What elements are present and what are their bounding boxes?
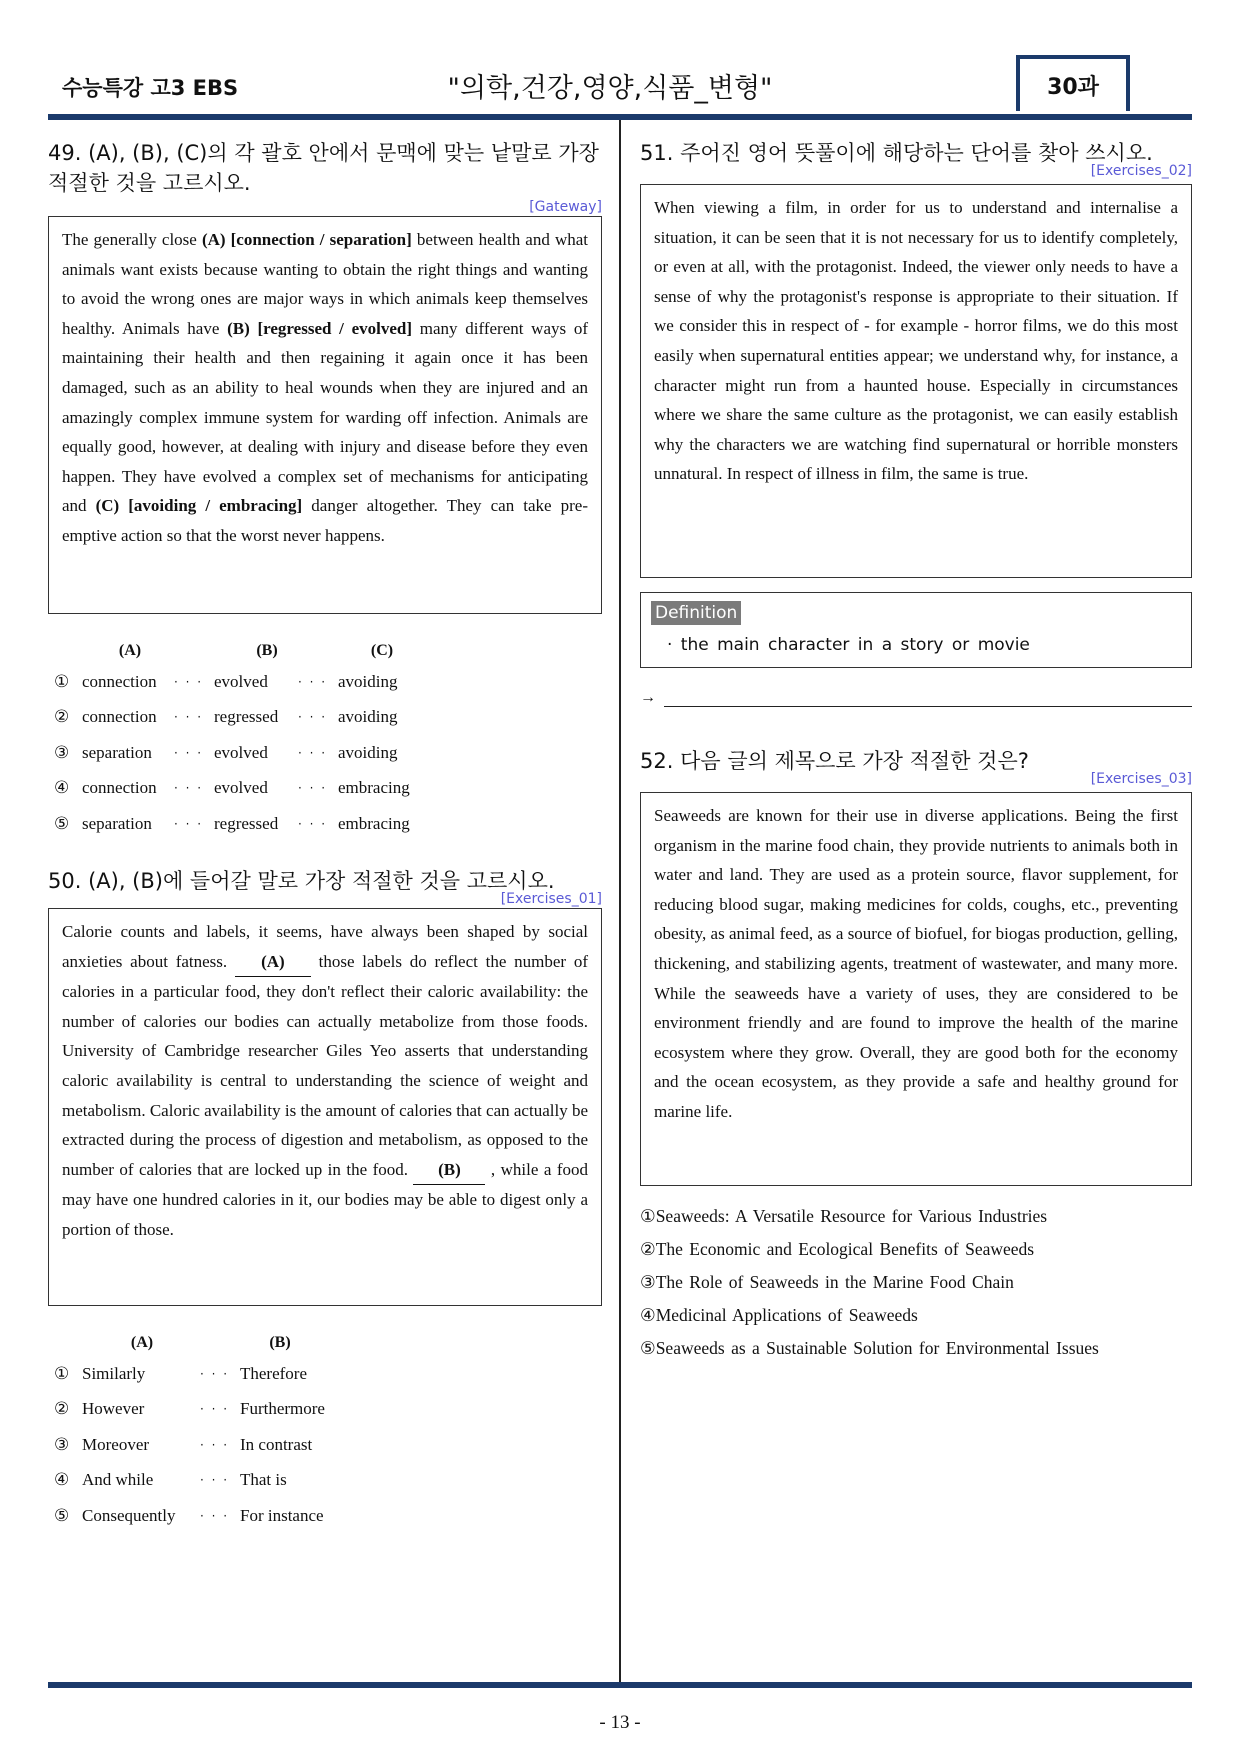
question-50 xyxy=(48,866,602,1534)
q49-choice-2[interactable] xyxy=(54,700,602,736)
choice-b: For instance xyxy=(240,1505,324,1525)
choice-number: ① xyxy=(54,1363,70,1384)
footer-rule xyxy=(48,1682,1192,1688)
choice-c: avoiding xyxy=(338,707,398,727)
q49-choice-1[interactable] xyxy=(54,664,602,700)
choice-a: Similarly xyxy=(82,1363,146,1383)
q49-title: 49. (A), (B), (C)의 각 괄호 안에서 문맥에 맞는 낱말로 가장 xyxy=(48,141,599,165)
q49-title-line2: 적절한 것을 고르시오. xyxy=(48,171,251,195)
ellipsis-separator: · · · xyxy=(298,816,328,831)
ellipsis-separator: · · · xyxy=(174,781,204,796)
q49-passage: The generally close (A) [connection / separation] between health and what animals want exists because wanting to obtain the right things and wanting to avoid the wrong ones are major ways in which animals keep themselves healthy. Animals have (B) [regressed / evolved] many different ways of maintaining their health and then regaining it again once it has been damaged, such as an ability to heal wounds when they are injured and an amazingly complex immune system for warding off infection. Animals are equally good, however, at dealing with injury and disease before they even happen. They have evolved a complex set of mechanisms for anticipating and (C) [avoiding / embracing] danger altogether. They can take pre-emptive action so that the worst never happens. xyxy=(48,216,602,614)
q50-choice-4[interactable] xyxy=(54,1463,602,1499)
choice-b: evolved xyxy=(214,742,268,762)
q50-title: 50. (A), (B)에 들어갈 말로 가장 적절한 것을 고르시오. xyxy=(48,869,555,893)
choice-b: In contrast xyxy=(240,1434,313,1454)
ellipsis-separator: · · · xyxy=(200,1508,230,1523)
definition-label: Definition xyxy=(651,601,741,625)
choice-b: evolved xyxy=(214,778,268,798)
answer-line[interactable] xyxy=(640,688,1192,707)
q49-choice-5[interactable] xyxy=(54,806,602,842)
ellipsis-separator: · · · xyxy=(298,674,328,689)
header-subject: 수능특강 고3 EBS xyxy=(62,76,239,100)
q51-tag: [Exercises_02] xyxy=(1090,163,1192,179)
q49-bracket-b: (B) [regressed / evolved] xyxy=(227,318,413,338)
choice-number: ④ xyxy=(54,778,70,799)
choice-b: evolved xyxy=(214,671,268,691)
question-51 xyxy=(640,138,1192,707)
choice-a: connection xyxy=(82,707,157,727)
choice-number: ④ xyxy=(54,1470,70,1491)
q50-blank-b[interactable]: (B) xyxy=(413,1155,485,1186)
choice-c: avoiding xyxy=(338,742,398,762)
right-column xyxy=(640,138,1192,1358)
ellipsis-separator: · · · xyxy=(200,1473,230,1488)
ellipsis-separator: · · · xyxy=(298,710,328,725)
q49-bracket-a: (A) [connection / separation] xyxy=(201,230,412,249)
ellipsis-separator: · · · xyxy=(174,710,204,725)
q52-choice-1[interactable]: ①Seaweeds: A Versatile Resource for Various Industries xyxy=(640,1206,1048,1226)
q51-title: 51. 주어진 영어 뜻풀이에 해당하는 단어를 찾아 쓰시오. xyxy=(640,141,1153,165)
choice-b: Therefore xyxy=(240,1363,308,1383)
ellipsis-separator: · · · xyxy=(174,816,204,831)
ellipsis-separator: · · · xyxy=(200,1402,230,1417)
q50-choice-header: (A) (B) xyxy=(130,1334,291,1351)
q50-blank-a[interactable]: (A) xyxy=(235,947,311,978)
choice-a: However xyxy=(82,1399,145,1419)
lesson-badge: 30과 xyxy=(1016,55,1130,111)
q50-choice-5[interactable] xyxy=(54,1498,602,1534)
q49-choice-header: (A) (B) (C) xyxy=(118,642,394,659)
q49-choice-4[interactable] xyxy=(54,771,602,807)
choice-c: embracing xyxy=(338,813,410,833)
q52-choice-5[interactable]: ⑤Seaweeds as a Sustainable Solution for Environmental Issues xyxy=(640,1338,1099,1358)
arrow-icon: → xyxy=(640,689,656,706)
ellipsis-separator: · · · xyxy=(174,674,204,689)
ellipsis-separator: · · · xyxy=(200,1366,230,1381)
left-column xyxy=(48,138,602,1526)
column-divider xyxy=(619,120,621,1682)
q52-choices xyxy=(640,1200,1192,1365)
answer-blank[interactable] xyxy=(664,688,1192,707)
q52-tag: [Exercises_03] xyxy=(1090,771,1192,787)
ellipsis-separator: · · · xyxy=(200,1437,230,1452)
ellipsis-separator: · · · xyxy=(174,745,204,760)
q50-passage: Calorie counts and labels, it seems, have always been shaped by social anxieties about fatness. (A) those labels do reflect the number of calories in a particular food, they don't reflect their caloric availability: the number of calories our bodies can actually metabolize from those foods. University of Cambridge researcher Giles Yeo asserts that understanding caloric availability is central to understanding the science of weight and metabolism. Caloric availability is the amount of calories that can actually be extracted during the process of digestion and metabolism, as opposed to the number of calories that are locked up in the food. (B) , while a food may have one hundred calories in it, our bodies may be able to digest only a portion of those. xyxy=(48,908,602,1306)
q49-tag: [Gateway] xyxy=(529,199,602,215)
question-49 xyxy=(48,138,602,842)
q49-choices xyxy=(54,638,602,842)
choice-b: That is xyxy=(240,1470,287,1490)
q51-passage: When viewing a film, in order for us to understand and internalise a situation, it can be seen that it is not necessary for us to identify completely, or even at all, with the protagonist. Indeed, the viewer only needs to have a sense of why the protagonist's response is appropriate to their situation. If we consider this in respect of - for example - horror films, we do this most easily when supernatural entities appear; we understand why, for instance, a character might run from a haunted house. Especially in circumstances where we share the same culture as the protagonist, we can easily establish why the characters we are watching find supernatural or horrible monsters unnatural. In respect of illness in film, the same is true. xyxy=(640,184,1192,578)
choice-b: regressed xyxy=(214,707,279,727)
q50-choices xyxy=(54,1330,602,1534)
q52-passage: Seaweeds are known for their use in diverse applications. Being the first organism in the marine food chain, they provide nutrients to animals both in water and land. They are used as a protein source, flavor supplement, for reducing blood sugar, making medicines for colds, coughs, etc., preventing obesity, as animal feed, as a source of biofuel, for biogas production, gelling, thickening, and stabilizing agents, treatment of wastewater, and many more. While the seaweeds have a variety of uses, they are considered to be environment friendly and are found to improve the health of the marine ecosystem where they grow. Overall, they are good both for the economy and the ocean ecosystem, as they provide a safe and healthy ground for marine life. xyxy=(640,792,1192,1186)
choice-a: connection xyxy=(82,671,157,691)
choice-number: ① xyxy=(54,671,70,692)
q52-choice-2[interactable]: ②The Economic and Ecological Benefits of Seaweeds xyxy=(640,1239,1035,1259)
question-52 xyxy=(640,746,1192,1365)
choice-number: ⑤ xyxy=(54,1505,70,1526)
choice-c: embracing xyxy=(338,778,410,798)
choice-a: Consequently xyxy=(82,1505,176,1525)
choice-b: regressed xyxy=(214,813,279,833)
q50-tag: [Exercises_01] xyxy=(500,891,602,907)
choice-a: Moreover xyxy=(82,1434,150,1454)
q50-choice-3[interactable] xyxy=(54,1427,602,1463)
choice-c: avoiding xyxy=(338,671,398,691)
choice-b: Furthermore xyxy=(240,1399,325,1419)
q52-title: 52. 다음 글의 제목으로 가장 적절한 것은? xyxy=(640,749,1029,773)
choice-number: ③ xyxy=(54,742,70,763)
choice-a: separation xyxy=(82,813,152,833)
q50-choice-2[interactable] xyxy=(54,1392,602,1428)
choice-a: separation xyxy=(82,742,152,762)
q52-choice-3[interactable]: ③The Role of Seaweeds in the Marine Food Chain xyxy=(640,1272,1014,1292)
q52-choice-4[interactable]: ④Medicinal Applications of Seaweeds xyxy=(640,1305,918,1325)
choice-number: ② xyxy=(54,1399,70,1420)
definition-box xyxy=(640,592,1192,668)
page-number: - 13 - xyxy=(599,1712,641,1733)
q49-choice-3[interactable] xyxy=(54,735,602,771)
choice-number: ② xyxy=(54,707,70,728)
choice-number: ③ xyxy=(54,1434,70,1455)
choice-a: And while xyxy=(82,1470,154,1490)
q50-choice-1[interactable] xyxy=(54,1356,602,1392)
choice-a: connection xyxy=(82,778,157,798)
choice-number: ⑤ xyxy=(54,813,70,834)
q49-bracket-c: (C) [avoiding / embracing] xyxy=(95,496,303,516)
header-title: "의학,건강,영양,식품_변형" xyxy=(447,73,773,104)
definition-text: · the main character in a story or movie xyxy=(667,635,1030,655)
ellipsis-separator: · · · xyxy=(298,745,328,760)
ellipsis-separator: · · · xyxy=(298,781,328,796)
